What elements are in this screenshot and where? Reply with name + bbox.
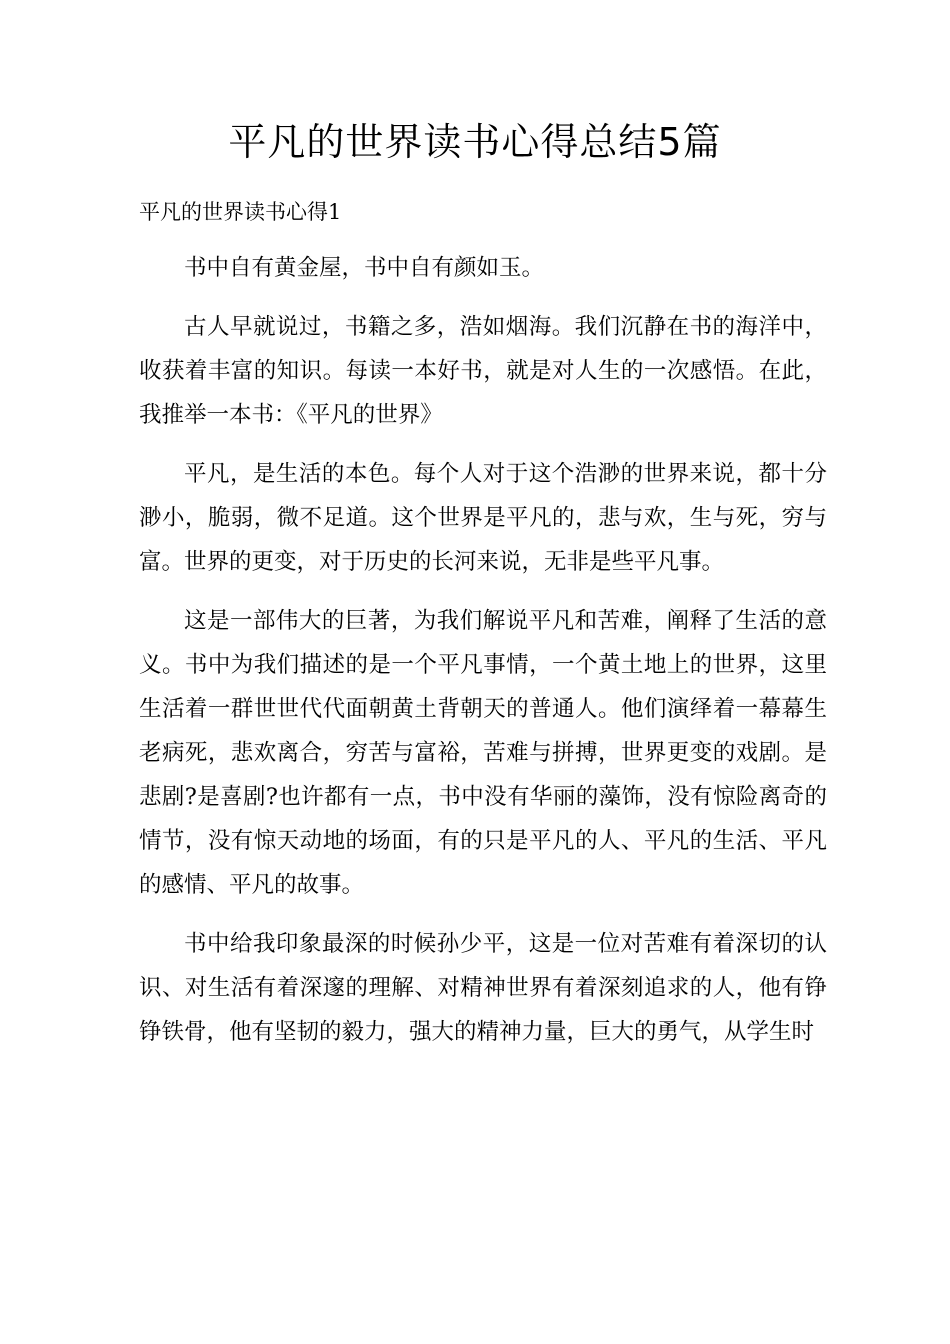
document-title: 平凡的世界读书心得总结5篇 <box>228 120 722 164</box>
paragraph: 平凡，是生活的本色。每个人对于这个浩渺的世界来说，都十分渺小，脆弱，微不足道。这个世界是平凡的，悲与欢，生与死，穷与富。世界的更变，对于历史的长河来说，无非是些平凡事。 <box>139 461 827 575</box>
paragraph: 古人早就说过，书籍之多，浩如烟海。我们沉静在书的海洋中，收获着丰富的知识。每读一本好书，就是对人生的一次感悟。在此，我推举一本书：《平凡的世界》 <box>139 314 827 428</box>
paragraph: 这是一部伟大的巨著，为我们解说平凡和苦难，阐释了生活的意义。书中为我们描述的是一个平凡事情，一个黄土地上的世界，这里生活着一群世世代代面朝黄土背朝天的普通人。他们演绎着一幕幕生老病死，悲欢离合，穷苦与富裕，苦难与拼搏，世界更变的戏剧。是悲剧?是喜剧?也许都有一点，书中没有华丽的藻饰，没有惊险离奇的情节，没有惊天动地的场面，有的只是平凡的人、平凡的生活、平凡的感情、平凡的故事。 <box>139 608 827 898</box>
section-heading: 平凡的世界读书心得1 <box>139 200 342 224</box>
body-text <box>139 246 827 1069</box>
paragraph: 书中自有黄金屋，书中自有颜如玉。 <box>184 255 545 281</box>
paragraph: 书中给我印象最深的时候孙少平，这是一位对苦难有着深切的认识、对生活有着深邃的理解、对精神世界有着深刻追求的人，他有铮铮铁骨，他有坚韧的毅力，强大的精神力量，巨大的勇气，从学生时 <box>139 931 827 1045</box>
